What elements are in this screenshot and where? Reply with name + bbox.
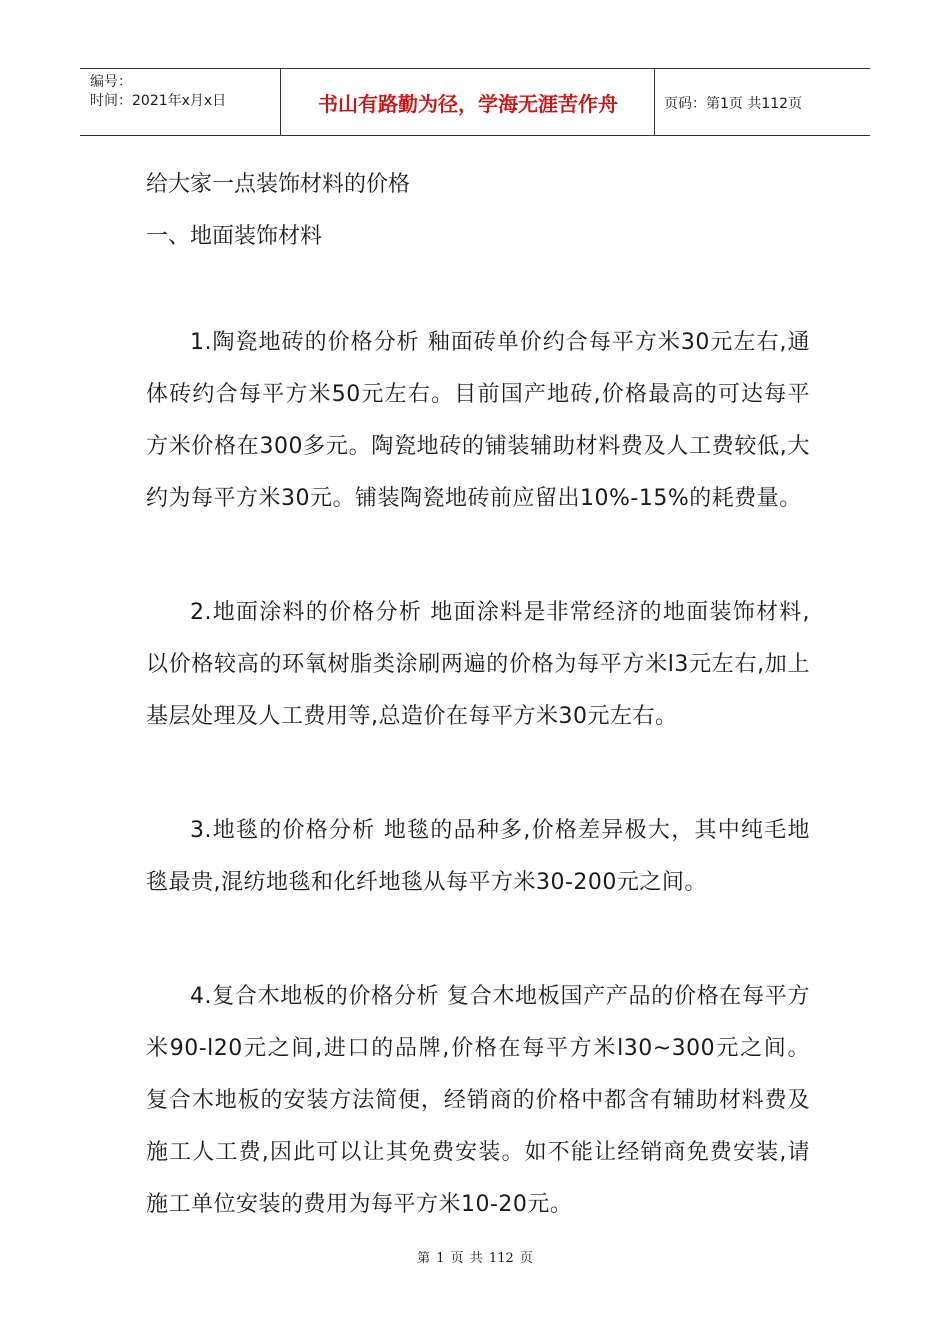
- date-label: 时间：2021年x月x日: [90, 93, 227, 109]
- serial-number-label: 编号：: [90, 74, 132, 90]
- section-heading: 一、地面装饰材料: [146, 224, 323, 249]
- paragraph-laminate-floor: 4.复合木地板的价格分析 复合木地板国产产品的价格在每平方米90-l20元之间,进口的品牌,价格在每平方米l30~300元之间。 复合木地板的安装方法简便，经销商的价格中都含有辅助材料费及施工人工费,因此可以让其免费安装。如不能让经销商免费安装,请施工单位安装的费用为每平方米10-20元。: [146, 984, 810, 1217]
- header-page-info: 页码：第1页 共112页: [664, 95, 803, 112]
- document-title: 给大家一点装饰材料的价格: [146, 172, 411, 197]
- header-motto: 书山有路勤为径，学海无涯苦作舟: [318, 92, 618, 116]
- page-footer: 第 1 页 共 112 页: [417, 1251, 533, 1266]
- header-divider: [654, 69, 655, 135]
- document-body: [146, 165, 810, 1231]
- paragraph-floor-paint: 2.地面涂料的价格分析 地面涂料是非常经济的地面装饰材料,以价格较高的环氧树脂类涂刷两遍的价格为每平方米l3元左右,加上基层处理及人工费用等,总造价在每平方米30元左右。: [146, 600, 810, 729]
- paragraph-ceramic-tile: 1.陶瓷地砖的价格分析 釉面砖单价约合每平方米30元左右,通体砖约合每平方米50元左右。目前国产地砖,价格最高的可达每平方米价格在300多元。陶瓷地砖的铺装辅助材料费及人工费较低,大约为每平方米30元。铺装陶瓷地砖前应留出10%-15%的耗费量。: [146, 330, 810, 511]
- document-header: [80, 68, 870, 136]
- header-meta: [90, 73, 226, 111]
- header-divider: [280, 69, 281, 135]
- paragraph-carpet: 3.地毯的价格分析 地毯的品种多,价格差异极大，其中纯毛地毯最贵,混纺地毯和化纤地毯从每平方米30-200元之间。: [146, 818, 810, 895]
